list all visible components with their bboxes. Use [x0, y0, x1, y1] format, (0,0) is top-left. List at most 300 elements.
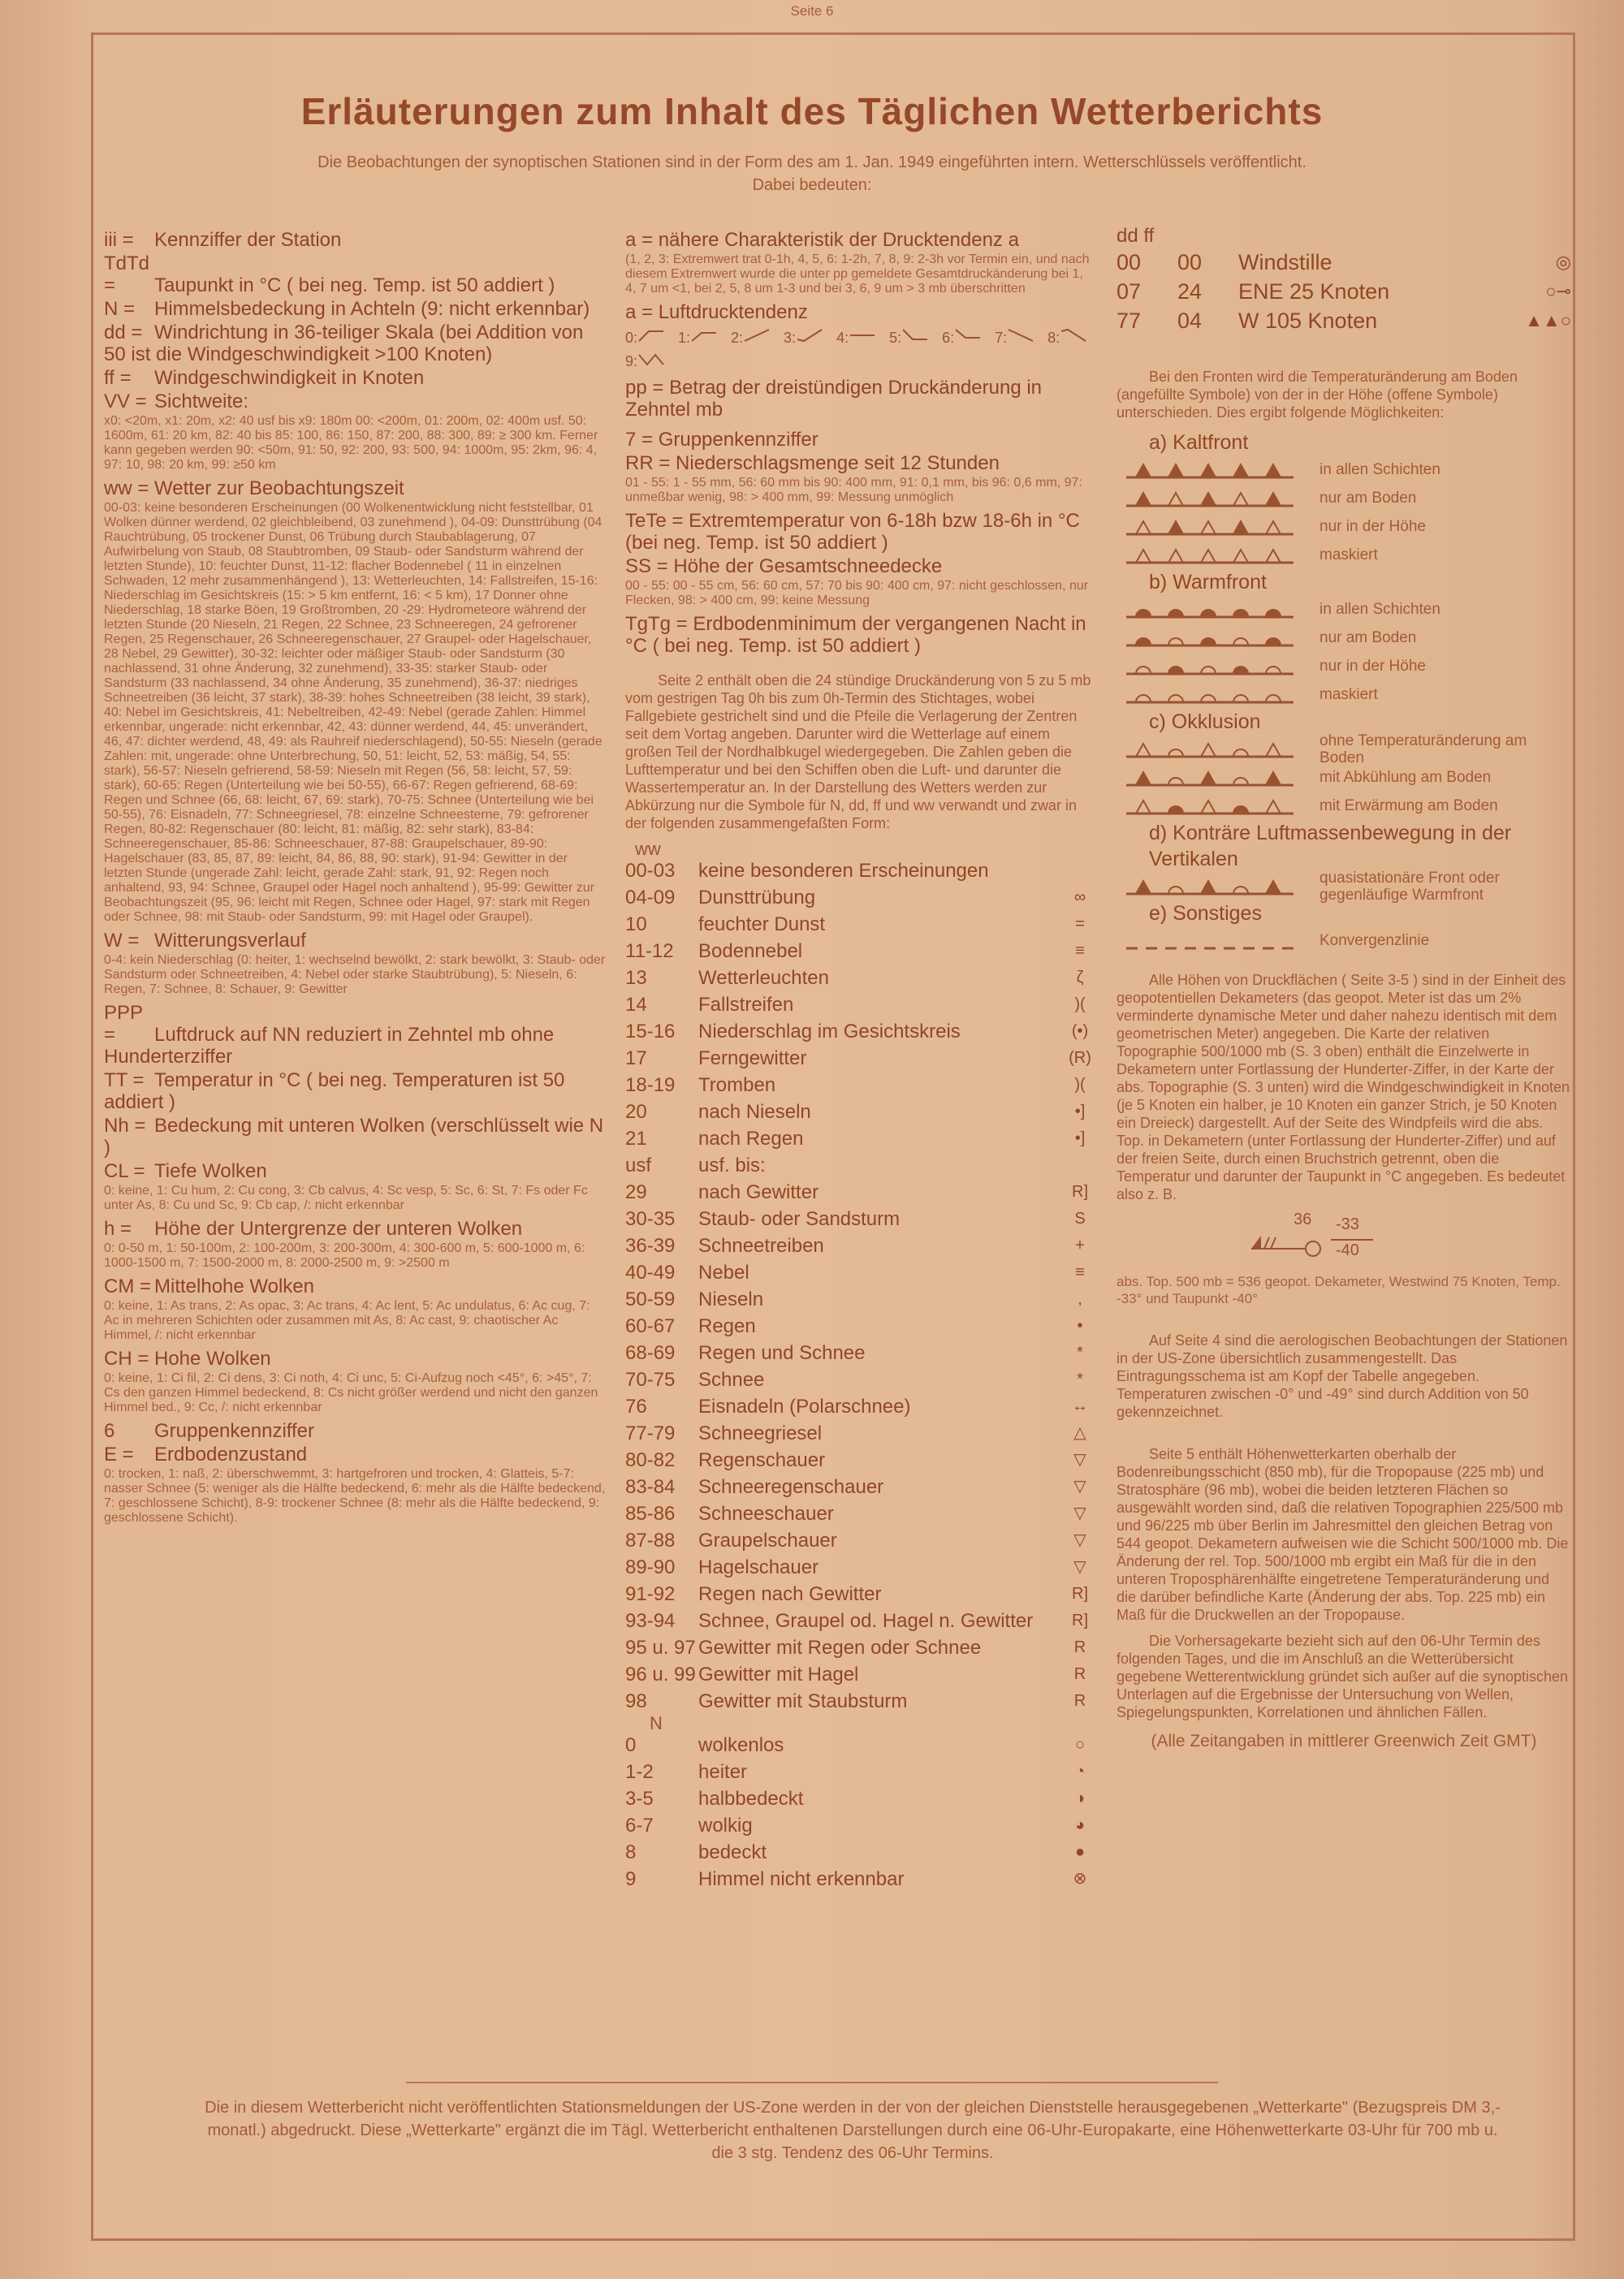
code-key: ff =	[104, 367, 132, 389]
front-legend-row	[1116, 512, 1571, 541]
weather-symbol-icon: ▽	[1073, 1478, 1086, 1496]
code-value: Luftdruck auf NN reduziert in Zehntel mb ohne Hunderterziffer	[104, 1024, 555, 1068]
code-w	[104, 930, 607, 952]
code-key: 7 =	[625, 429, 654, 451]
code-tendenz	[625, 301, 1096, 323]
ch-description: 0: keine, 1: Ci fil, 2: Ci dens, 3: Ci noth, 4: Ci unc, 5: Ci-Aufzug noch <45°, 6: >45°, 7: Cs den ganzen Himmel bedeckend, 8: Cs nicht größer werdend und nicht den ganzen Himmel bed., 9: Cc, /: nicht erkennbar	[104, 1371, 598, 1414]
weather-symbol-icon: R	[1073, 1638, 1086, 1656]
code-value: Hohe Wolken	[154, 1348, 271, 1370]
front-section-title: b) Warmfront	[1149, 571, 1267, 593]
ww-row	[625, 1045, 1096, 1072]
ww-code: 80-82	[625, 1449, 676, 1471]
ww-code: 91-92	[625, 1583, 676, 1605]
ww-row	[625, 1232, 1096, 1259]
front-symbol-icon	[1125, 930, 1295, 952]
h-description: 0: 0-50 m, 1: 50-100m, 2: 100-200m, 3: 200-300m, 4: 300-600 m, 5: 600-1000 m, 6: 1000-1500 m, 7: 1500-2000 m, 8: 2000-2500 m, 9: >2500 m	[104, 1241, 585, 1270]
wind-barb-icon	[1246, 1218, 1328, 1258]
ww-row	[625, 1366, 1096, 1393]
dd-row	[1116, 248, 1571, 277]
cloud-cover-icon: ◔	[1074, 1763, 1086, 1780]
code-key: Nh =	[104, 1115, 146, 1137]
tendency-item	[784, 328, 823, 347]
weather-symbol-icon: R]	[1072, 1612, 1088, 1629]
weather-symbol-icon: R	[1073, 1665, 1086, 1683]
ww-row	[625, 1072, 1096, 1098]
wind-symbol-icon: ○⊸	[1545, 281, 1571, 301]
tendency-code: 0:	[625, 330, 638, 346]
ww-code: 18-19	[625, 1074, 676, 1096]
weather-symbol-icon: S	[1074, 1210, 1086, 1228]
ww-row	[625, 1152, 1096, 1179]
code-key: VV =	[104, 391, 147, 412]
weather-symbol-icon	[1064, 857, 1096, 884]
ww-row	[625, 1018, 1096, 1045]
weather-symbol-icon	[1064, 1152, 1096, 1179]
ww-meaning: Nebel	[698, 1262, 749, 1284]
fronts-legend	[1116, 429, 1571, 955]
n-code: 9	[625, 1868, 637, 1890]
ww-meaning: Fallstreifen	[698, 994, 794, 1016]
footer-divider	[406, 2082, 1218, 2083]
a-description: (1, 2, 3: Extremwert trat 0-1h, 4, 5, 6: 1-2h, 7, 8, 9: 2-3h vor Termin ein, und nach diesem Extremwert wurde die unter pp gemeldete Gesamtdruckänderung bei 1, 4, 7 um <1, bei 2, 5, 8 um 1-3 und bei 3, 6, 9 um > 3 mb überschritten	[625, 253, 1090, 296]
ww-row	[625, 1527, 1096, 1554]
dd-ff-header: dd ff	[1116, 225, 1155, 247]
time-note: (Alle Zeitangaben in mittlerer Greenwich Zeit GMT)	[1151, 1732, 1537, 1750]
ww-meaning: Gewitter mit Staubsturm	[698, 1690, 908, 1712]
code-value: Windgeschwindigkeit in Knoten	[154, 367, 425, 389]
front-legend-label: nur in der Höhe	[1320, 658, 1426, 675]
middle-column	[625, 227, 1096, 1893]
ww-symbol-table	[625, 857, 1096, 1715]
front-legend-label: nur am Boden	[1320, 629, 1417, 646]
code-value: Kennziffer der Station	[154, 229, 342, 251]
code-key: SS =	[625, 555, 668, 577]
code-key: E =	[104, 1444, 134, 1465]
code-value: nähere Charakteristik der Drucktendenz a	[658, 229, 1019, 251]
code-key: CM =	[104, 1275, 152, 1297]
code-6	[104, 1420, 607, 1442]
weather-symbol-icon: ▽	[1073, 1558, 1086, 1576]
front-section-title: e) Sonstiges	[1149, 902, 1262, 925]
ww-code: 89-90	[625, 1556, 676, 1578]
code-key: 6	[104, 1420, 115, 1442]
ww-row	[625, 1474, 1096, 1500]
weather-symbol-icon: ≡	[1075, 1263, 1085, 1281]
front-symbol-icon	[1125, 488, 1295, 509]
ww-row	[625, 1393, 1096, 1420]
code-key: pp =	[625, 377, 664, 399]
ww-meaning: Schnee, Graupel od. Hagel n. Gewitter	[698, 1610, 1034, 1632]
cloud-cover-icon: ◑	[1074, 1789, 1086, 1807]
weather-symbol-icon: ≡	[1075, 942, 1085, 960]
weather-symbol-icon: ,	[1078, 1290, 1082, 1308]
ww-row	[625, 1581, 1096, 1608]
ww-code: 21	[625, 1128, 647, 1150]
front-symbol-icon	[1125, 767, 1295, 788]
front-symbol-icon	[1125, 599, 1295, 620]
tendency-code: 1:	[678, 330, 691, 346]
code-value: Erdbodenminimum der vergangenen Nacht in °C ( bei neg. Temp. ist 50 addiert )	[625, 613, 1086, 657]
page-number: Seite 6	[790, 3, 834, 19]
front-legend-row	[1116, 792, 1571, 820]
code-key: h =	[104, 1218, 132, 1240]
ww-code: 76	[625, 1396, 647, 1418]
n-symbol-table	[625, 1732, 1096, 1893]
code-ss	[625, 555, 1096, 577]
ww-meaning: usf. bis:	[698, 1155, 766, 1176]
cloud-cover-icon: ●	[1074, 1843, 1086, 1861]
ww-code: 77-79	[625, 1422, 676, 1444]
ww-meaning: Schnee	[698, 1369, 765, 1391]
ww-row	[625, 1554, 1096, 1581]
ww-code: 29	[625, 1181, 647, 1203]
code-key: CL =	[104, 1160, 145, 1182]
code-value: Sichtweite:	[154, 391, 249, 412]
ww-row	[625, 1098, 1096, 1125]
tendency-code: 8:	[1047, 330, 1060, 346]
ww-row	[625, 1340, 1096, 1366]
tendency-code: 3:	[784, 330, 797, 346]
front-symbol-icon	[1125, 545, 1295, 566]
ww-row	[625, 1634, 1096, 1661]
tendency-item	[995, 328, 1034, 347]
tendency-item	[942, 328, 982, 347]
ww-meaning: feuchter Dunst	[698, 913, 826, 935]
tendency-symbol-icon	[690, 328, 718, 343]
ww-meaning: Regenschauer	[698, 1449, 826, 1471]
code-value: Betrag der dreistündigen Druckänderung in Zehntel mb	[625, 377, 1043, 421]
ww-meaning: Schneegriesel	[698, 1422, 823, 1444]
weather-symbol-icon: ↔	[1072, 1397, 1088, 1415]
ww-meaning: Gewitter mit Regen oder Schnee	[698, 1637, 982, 1659]
code-value: Luftdrucktendenz	[658, 301, 808, 323]
wind-symbol-icon: ▲▲○	[1525, 310, 1571, 330]
ww-code: 36-39	[625, 1235, 676, 1257]
n-meaning: bedeckt	[698, 1841, 767, 1863]
ww-meaning: Wetterleuchten	[698, 967, 829, 989]
code-value: Himmelsbedeckung in Achteln (9: nicht erkennbar)	[154, 298, 590, 320]
ww-code: 20	[625, 1101, 647, 1123]
code-tt	[104, 1069, 607, 1113]
front-section-title: a) Kaltfront	[1149, 431, 1249, 454]
front-legend-label: Konvergenzlinie	[1320, 932, 1430, 949]
right-column	[1116, 227, 1571, 1750]
weather-symbol-icon: •]	[1074, 1103, 1086, 1120]
front-symbol-icon	[1125, 739, 1295, 760]
tendency-symbols	[625, 328, 1096, 370]
rr-description: 01 - 55: 1 - 55 mm, 56: 60 mm bis 90: 400 mm, 91: 0,1 mm, bis 96: 0,6 mm, 97: unmeßbar wenig, 98: > 400 mm, 99: Messung unmöglich	[625, 476, 1082, 504]
weather-symbol-icon: R	[1073, 1692, 1086, 1710]
ww-meaning: Regen und Schnee	[698, 1342, 866, 1364]
n-label: N	[650, 1713, 663, 1733]
wind-meaning: Windstille	[1238, 250, 1332, 274]
n-meaning: halbbedeckt	[698, 1788, 804, 1810]
ww-code: 17	[625, 1047, 647, 1069]
ww-description: 00-03: keine besonderen Erscheinungen (00 Wolkenentwicklung nicht feststellbar, 01 Wolken dünner werdend, 02 gleichbleibend, 03 zunehmend ), 04-09: Dunsttrübung (04 Rauchtrübung, 05 trockener Dunst, 06 Trübung durch Staubablagerung, 07 Aufwirbelung von Staub, 08 Staubtromben, 09 Staub- oder Sandsturm während der letzten Stunde), 10: feuchter Dunst, 11-12: flacher Bodennebel ( 11 in einzelnen Schwaden, 12 mehr zusammenhängend ), 13: Wetterleuchten, 14: Fallstreifen, 15-16: Niederschlag im Gesichtskreis (15: > 5 km entfernt, 16: < 5 km), 17 Donner ohne Niederschlag, 18 starke Böen, 19 Großtromben, 20 -29: Hydrometeore während der letzten Stunde (20 Nieseln, 21 Regen, 22 Schnee, 23 Schneeregen, 24 gefrorener Regen, 25 Regenschauer, 26 Schneeregenschauer, 27 Graupel- oder Hagelschauer, 28 Nebel, 29 Gewitter), 30-32: leichter oder mäßiger Staub- oder Sandsturm (30 nachlassend, 31 ohne Änderung, 32 zunehmend), 33-35: starker Staub- oder Sandsturm (33 nachlassend, 34 ohne Änderung, 35 zunehmend), 36-37: niedriges Schneetreiben (36 leicht, 37 stark), 38-39: hohes Schneetreiben (38 leicht, 39 stark), 40: Nebel im Gesichtskreis, 41: Nebeltreiben, 42-49: Nebel (gerade Zahlen: Himmel erkennbar, ungerade: nicht erkennbar, 42, 43: dünner werdend, 44, 45: unverändert, 46, 47: dichter werdend, 48, 49: als Rauhreif niederschlagend), 50-55: Nieseln (gerade Zahlen: mit, ungerade: ohne Unterbrechung, 50, 51: leicht, 52, 53: mäßig, 54, 55: stark), 56-57: Nieseln gefrierend, 58-59: Nieseln mit Regen (56, 58: leicht, 57, 59: stark), 60-65: Regen (Unterteilung wie bei 50-55), 66-67: Regen gefrierend, 68-69: Regen und Schnee (66, 68: leicht, 67, 69: stark), 70-75: Schnee (Unterteilung wie bei 50-55), 76: Eisnadeln, 77: Schneegriesel, 78: einzelne Schneesterne, 79: gefrorener Regen, 80-82: Regenschauer (80: leicht, 81: mäßig, 82: sehr stark), 83-84: Schneeregenschauer, 85-86: Schneeschauer, 87-88: Graupelschauer, 89-90: Hagelschauer (83, 85, 87, 89: leicht, 84, 86, 88, 90: stark), 91-94: Gewitter in der letzten Stunde (ungerade Zahl: leicht, gerade Zahl: stark, 91, 92: Regen noch anhaltend, 93, 94: Schnee, Graupel oder Hagel noch anhaltend ), 95-99: Gewitter zur Beobachtungszeit (95, 96: leicht mit Regen, Schnee oder Hagel, 97: stark mit Regen oder Schnee, 98: mit Staub- oder Sandsturm, 99: mit Hagel oder Graupel).	[104, 501, 603, 924]
code-key: CH =	[104, 1348, 149, 1370]
ww-row	[625, 1125, 1096, 1152]
ww-row	[625, 1500, 1096, 1527]
seite5-paragraph: Seite 5 enthält Höhenwetterkarten oberhalb der Bodenreibungsschicht (850 mb), für die Tropopause (225 mb) und Stratosphäre (96 mb), wobei die beiden letzteren Flächen so ausgewählt worden sind, daß die relativen Topographien 225/500 mb und 96/225 mb über Berlin im Jahresmittel den gleichen Betrag von 544 geopot. Dekametern aufweisen wie die Schicht 500/1000 mb. Die Änderung der rel. Top. 500/1000 mb ergibt ein Maß für die in den unteren Troposphärenhälfte eingetretene Temperaturänderung und die darüber befindliche Karte (Änderung der abs. Top. 225 mb) ein Maß für die Druckwellen an der Tropopause.	[1116, 1446, 1569, 1623]
ww-meaning: Bodennebel	[698, 940, 803, 962]
code-tgtg	[625, 613, 1096, 657]
code-value: Bedeckung mit unteren Wolken (verschlüsselt wie N )	[104, 1115, 604, 1159]
forecast-paragraph: Die Vorhersagekarte bezieht sich auf den 06-Uhr Termin des folgenden Tages, und die im Anschluß an die Wetterübersicht gegebene Wetterentwicklung gründet sich außer auf die synoptischen Unterlagen auf die Ergebnisse der Untersuchung von Wellen, Spiegelungspunkten, Korrelationen und ähnlichen Fällen.	[1116, 1633, 1569, 1720]
ww-row	[625, 1688, 1096, 1715]
tendency-symbol-icon	[796, 328, 823, 343]
front-legend-row	[1116, 869, 1571, 904]
ww-row	[625, 857, 1096, 884]
code-iii	[104, 229, 607, 251]
ww-code: 15-16	[625, 1021, 676, 1042]
ww-meaning: Graupelschauer	[698, 1530, 837, 1552]
left-column	[104, 227, 607, 1530]
cloud-cover-icon: ◕	[1074, 1816, 1086, 1834]
front-legend-row	[1116, 732, 1571, 766]
n-meaning: heiter	[698, 1761, 748, 1783]
ww-meaning: Schneeschauer	[698, 1503, 834, 1525]
ww-code: 68-69	[625, 1342, 676, 1364]
ww-row	[625, 1206, 1096, 1232]
ww-code: 93-94	[625, 1610, 676, 1632]
code-key: a =	[625, 301, 654, 323]
code-value: Tiefe Wolken	[154, 1160, 267, 1182]
ff-code: 04	[1177, 309, 1203, 333]
weather-symbol-icon: ζ	[1076, 969, 1084, 986]
front-legend-label: mit Erwärmung am Boden	[1320, 797, 1498, 814]
wind-symbol-icon: ◎	[1555, 252, 1571, 272]
tendency-code: 6:	[942, 330, 955, 346]
tendency-symbol-icon	[743, 328, 771, 343]
seite4-paragraph: Auf Seite 4 sind die aerologischen Beobachtungen der Stationen in der US-Zone übersichtlich zusammengestellt. Das Eintragungsschema ist am Kopf der Tabelle angegeben. Temperaturen zwischen -0° und -49° sind durch Addition von 50 gekennzeichnet.	[1116, 1332, 1568, 1420]
front-legend-row	[1116, 652, 1571, 680]
tendency-item	[889, 328, 929, 347]
weather-symbol-icon: =	[1075, 915, 1085, 933]
n-code: 8	[625, 1841, 637, 1863]
n-meaning: wolkig	[698, 1815, 753, 1837]
code-ff	[104, 367, 607, 389]
ww-code: 85-86	[625, 1503, 676, 1525]
ww-code: 83-84	[625, 1476, 676, 1498]
code-key: iii =	[104, 229, 134, 251]
subtitle	[203, 151, 1421, 196]
front-legend-label: in allen Schichten	[1320, 601, 1440, 618]
ww-meaning: Eisnadeln (Polarschnee)	[698, 1396, 911, 1418]
front-legend-label: in allen Schichten	[1320, 461, 1440, 478]
ww-code: 00-03	[625, 860, 676, 882]
cl-description: 0: keine, 1: Cu hum, 2: Cu cong, 3: Cb calvus, 4: Sc vesp, 5: Sc, 6: St, 7: Fs oder Fc unter As, 8: Cu und Sc, 9: Cb cap, /: nicht erkennbar	[104, 1184, 588, 1212]
ww-row	[625, 1608, 1096, 1634]
weather-symbol-icon: •	[1077, 1317, 1083, 1335]
weather-symbol-icon: •]	[1074, 1129, 1086, 1147]
front-legend-label: maskiert	[1320, 686, 1378, 703]
front-legend-row	[1116, 595, 1571, 624]
code-h	[104, 1218, 607, 1240]
ss-description: 00 - 55: 00 - 55 cm, 56: 60 cm, 57: 70 bis 90: 400 cm, 97: nicht geschlossen, nur Flecken, 98: > 400 cm, 99: keine Messung	[625, 579, 1089, 607]
ww-code: 10	[625, 913, 647, 935]
weather-symbol-icon: ▽	[1073, 1531, 1086, 1549]
ww-row	[625, 1313, 1096, 1340]
ww-meaning: Schneeregenschauer	[698, 1476, 884, 1498]
code-value: Temperatur in °C ( bei neg. Temperaturen ist 50 addiert )	[104, 1069, 565, 1113]
ww-row	[625, 1286, 1096, 1313]
wind-meaning: ENE 25 Knoten	[1238, 279, 1390, 304]
station-model-example	[1246, 1211, 1571, 1268]
ww-meaning: Dunsttrübung	[698, 887, 816, 909]
weather-symbol-icon: ▽	[1073, 1504, 1086, 1522]
ww-meaning: nach Nieseln	[698, 1101, 811, 1123]
weather-symbol-icon: *	[1077, 1344, 1083, 1362]
ww-row	[625, 1420, 1096, 1447]
code-value: Höhe der Gesamtschneedecke	[673, 555, 943, 577]
code-dd	[104, 322, 607, 365]
wind-example-table	[1116, 248, 1571, 335]
tendency-item	[836, 328, 876, 347]
front-legend-label: ohne Temperaturänderung am Boden	[1320, 732, 1527, 766]
n-row	[625, 1759, 1096, 1785]
tendency-item	[731, 328, 771, 347]
code-e	[104, 1444, 607, 1465]
n-code: 0	[625, 1734, 637, 1756]
spacer	[625, 421, 1096, 427]
weather-symbol-icon: +	[1075, 1237, 1085, 1254]
n-row	[625, 1732, 1096, 1759]
ww-meaning: Regen nach Gewitter	[698, 1583, 882, 1605]
weather-symbol-icon: △	[1073, 1424, 1086, 1442]
front-section-title: c) Okklusion	[1149, 710, 1261, 733]
weather-symbol-icon: R]	[1072, 1183, 1088, 1201]
n-code: 3-5	[625, 1788, 654, 1810]
e-description: 0: trocken, 1: naß, 2: überschwemmt, 3: hartgefroren und trocken, 4: Glatteis, 5-7: nasser Schnee (5: weniger als die Hälfte bedeckend, 6: mehr als die Hälfte bedeckend, 7: geschlossene Schicht), 8-9: trockener Schnee (8: mehr als die Hälfte bedeckend, 9: geschlossene Schicht).	[104, 1467, 606, 1525]
tendency-code: 2:	[731, 330, 744, 346]
tendency-symbol-icon	[954, 328, 982, 343]
ww-code: 87-88	[625, 1530, 676, 1552]
ww-meaning: nach Regen	[698, 1128, 804, 1150]
ww-row	[625, 1447, 1096, 1474]
front-symbol-icon	[1125, 628, 1295, 649]
weather-symbol-icon: )(	[1074, 995, 1086, 1013]
ww-meaning: Ferngewitter	[698, 1047, 807, 1069]
front-legend-row	[1116, 926, 1571, 955]
code-nh	[104, 1115, 607, 1159]
n-meaning: Himmel nicht erkennbar	[698, 1868, 905, 1890]
code-key: W =	[104, 930, 140, 952]
tendency-code: 9:	[625, 353, 638, 369]
ww-row	[625, 938, 1096, 965]
code-value: Wetter zur Beobachtungszeit	[154, 477, 404, 499]
weather-symbol-icon: (•)	[1071, 1022, 1089, 1040]
code-value: Taupunkt in °C ( bei neg. Temp. ist 50 addiert )	[154, 274, 555, 296]
tendency-symbol-icon	[901, 328, 929, 343]
code-key: PPP =	[104, 1002, 143, 1046]
tendency-symbol-icon	[1060, 328, 1087, 343]
code-key: ww =	[104, 477, 149, 499]
tendency-symbol-icon	[1007, 328, 1034, 343]
fraction-bar	[1331, 1239, 1373, 1241]
weather-symbol-icon: R]	[1072, 1585, 1088, 1603]
tendency-symbol-icon	[637, 328, 665, 343]
code-value: Höhe der Untergrenze der unteren Wolken	[154, 1218, 523, 1240]
dd-row	[1116, 306, 1571, 335]
ww-row	[625, 911, 1096, 938]
code-value: Gruppenkennziffer	[154, 1420, 315, 1442]
page-title: Erläuterungen zum Inhalt des Täglichen Wetterberichts	[300, 90, 1324, 132]
code-key: TT =	[104, 1069, 145, 1091]
ww-code: 96 u. 99	[625, 1664, 696, 1686]
code-cm	[104, 1275, 607, 1297]
weather-symbol-icon: *	[1077, 1370, 1083, 1388]
ww-code: 50-59	[625, 1288, 676, 1310]
front-legend-row	[1116, 455, 1571, 484]
dd-code: 77	[1116, 309, 1142, 333]
code-vv	[104, 391, 607, 412]
example-height: 36	[1294, 1211, 1312, 1228]
code-rr	[625, 452, 1096, 474]
heights-paragraph: Alle Höhen von Druckflächen ( Seite 3-5 ) sind in der Einheit des geopotentiellen Dekameters (das geopot. Meter ist das um 2% verminderte dynamische Meter und daher nahezu identisch mit dem geometrischen Meter) angegeben. Die Karte der relativen Topographie 500/1000 mb (S. 3 oben) enthält die Einzelwerte in Dekametern unter Fortlassung der Hunderter-Ziffer, in der Karte der abs. Topographie (S. 3 unten) wird die Windgeschwindigkeit in Knoten (je 5 Knoten ein halber, je 10 Knoten ein ganzer Strich, je 50 Knoten ein Dreieck) dargestellt. Auf der Seite des Windpfeils wird die abs. Top. in Dekametern (unter Fortlassung der Hunderter-Ziffer) und auf der freien Seite, durch einen Bruchstrich getrennt, oben die Temperatur und darunter der Taupunkt in °C angegeben. Es bedeutet also z. B.	[1116, 972, 1570, 1202]
code-key: N =	[104, 298, 136, 320]
code-key: a =	[625, 229, 654, 251]
ww-code: 98	[625, 1690, 647, 1712]
dd-code: 00	[1116, 250, 1142, 274]
ww-code: 04-09	[625, 887, 676, 909]
ww-meaning: Schneetreiben	[698, 1235, 824, 1257]
ww-meaning: nach Gewitter	[698, 1181, 819, 1203]
ww-meaning: Gewitter mit Hagel	[698, 1664, 859, 1686]
ww-code: 70-75	[625, 1369, 676, 1391]
dd-code: 07	[1116, 279, 1142, 304]
w-description: 0-4: kein Niederschlag (0: heiter, 1: wechselnd bewölkt, 2: stark bewölkt, 3: Staub- oder Sandsturm oder Schneetreiben, 4: Nebel oder starke Staubtrübung), 5: Nieseln, 6: Regen, 7: Schnee, 8: Schauer, 9: Gewitter	[104, 953, 606, 996]
seite2-paragraph: Seite 2 enthält oben die 24 stündige Druckänderung von 5 zu 5 mb vom gestrigen Tag 0h bis zum 0h-Termin des Stichtages, wobei Fallgebiete gestrichelt sind und die Pfeile die Verlagerung der Zentren seit dem Vortag angeben. Darunter wird die Wetterlage auf einem großen Teil der Nordhalbkugel wiedergegeben. Die Zahlen geben die Lufttemperatur und bei den Schiffen oben die Luft- und darunter die Wassertemperatur an. In der Darstellung des Wetters werden zur Abkürzung nur die Symbole für N, dd, ff und ww verwandt und zwar in der folgenden zusammengefaßten Form:	[625, 672, 1091, 831]
n-code: 6-7	[625, 1815, 654, 1837]
front-symbol-icon	[1125, 876, 1295, 897]
vv-description: x0: <20m, x1: 20m, x2: 40 usf bis x9: 180m 00: <200m, 01: 200m, 02: 400m usf. 50: 1600m, 61: 20 km, 82: 40 bis 85: 100, 86: 150, 87: 200, 88: 300, 89: ≥ 300 km. Ferner kann gegeben werden 90: <50m, 91: 50, 92: 200, 93: 500, 94: 1000m, 95: 2km, 96: 4, 97: 10, 98: 20 km, 99: ≥50 km	[104, 414, 598, 472]
tendency-code: 7:	[995, 330, 1008, 346]
ww-label: ww	[635, 839, 661, 859]
code-key: TdTd =	[104, 253, 150, 296]
ww-meaning: Nieseln	[698, 1288, 764, 1310]
ww-row	[625, 1661, 1096, 1688]
ww-code: 14	[625, 994, 647, 1016]
tendency-symbol-icon	[637, 352, 665, 366]
code-key: dd =	[104, 322, 143, 343]
code-ch	[104, 1348, 607, 1370]
front-symbol-icon	[1125, 656, 1295, 677]
code-cl	[104, 1160, 607, 1182]
code-ppp	[104, 1002, 607, 1068]
front-symbol-icon	[1125, 796, 1295, 817]
weather-symbol-icon: ∞	[1073, 888, 1086, 906]
ww-row	[625, 1179, 1096, 1206]
ww-code: 60-67	[625, 1315, 676, 1337]
weather-symbol-icon: ▽	[1073, 1451, 1086, 1469]
n-code: 1-2	[625, 1761, 654, 1783]
subtitle-line: Dabei bedeuten:	[752, 176, 872, 194]
n-row	[625, 1839, 1096, 1866]
tendency-code: 5:	[889, 330, 902, 346]
ww-meaning: Hagelschauer	[698, 1556, 819, 1578]
ww-code: 11-12	[625, 940, 674, 962]
cloud-cover-icon: ⊗	[1073, 1870, 1087, 1888]
ww-meaning: Staub- oder Sandsturm	[698, 1208, 901, 1230]
cm-description: 0: keine, 1: As trans, 2: As opac, 3: Ac trans, 4: Ac lent, 5: Ac undulatus, 6: Ac cug, 7: Ac in mehreren Schichten oder zusammen mit As, 8: Ac cast, 9: chaotischer Ac Himmel, /: nicht erkennbar	[104, 1299, 590, 1342]
tendency-item	[625, 328, 665, 347]
front-legend-row	[1116, 763, 1571, 792]
front-symbol-icon	[1125, 684, 1295, 706]
code-value: Windrichtung in 36-teiliger Skala (bei Addition von 50 ist die Windgeschwindigkeit >100 Knoten)	[104, 322, 584, 365]
code-n	[104, 298, 607, 320]
code-key: TeTe =	[625, 510, 684, 532]
ww-meaning: Regen	[698, 1315, 756, 1337]
